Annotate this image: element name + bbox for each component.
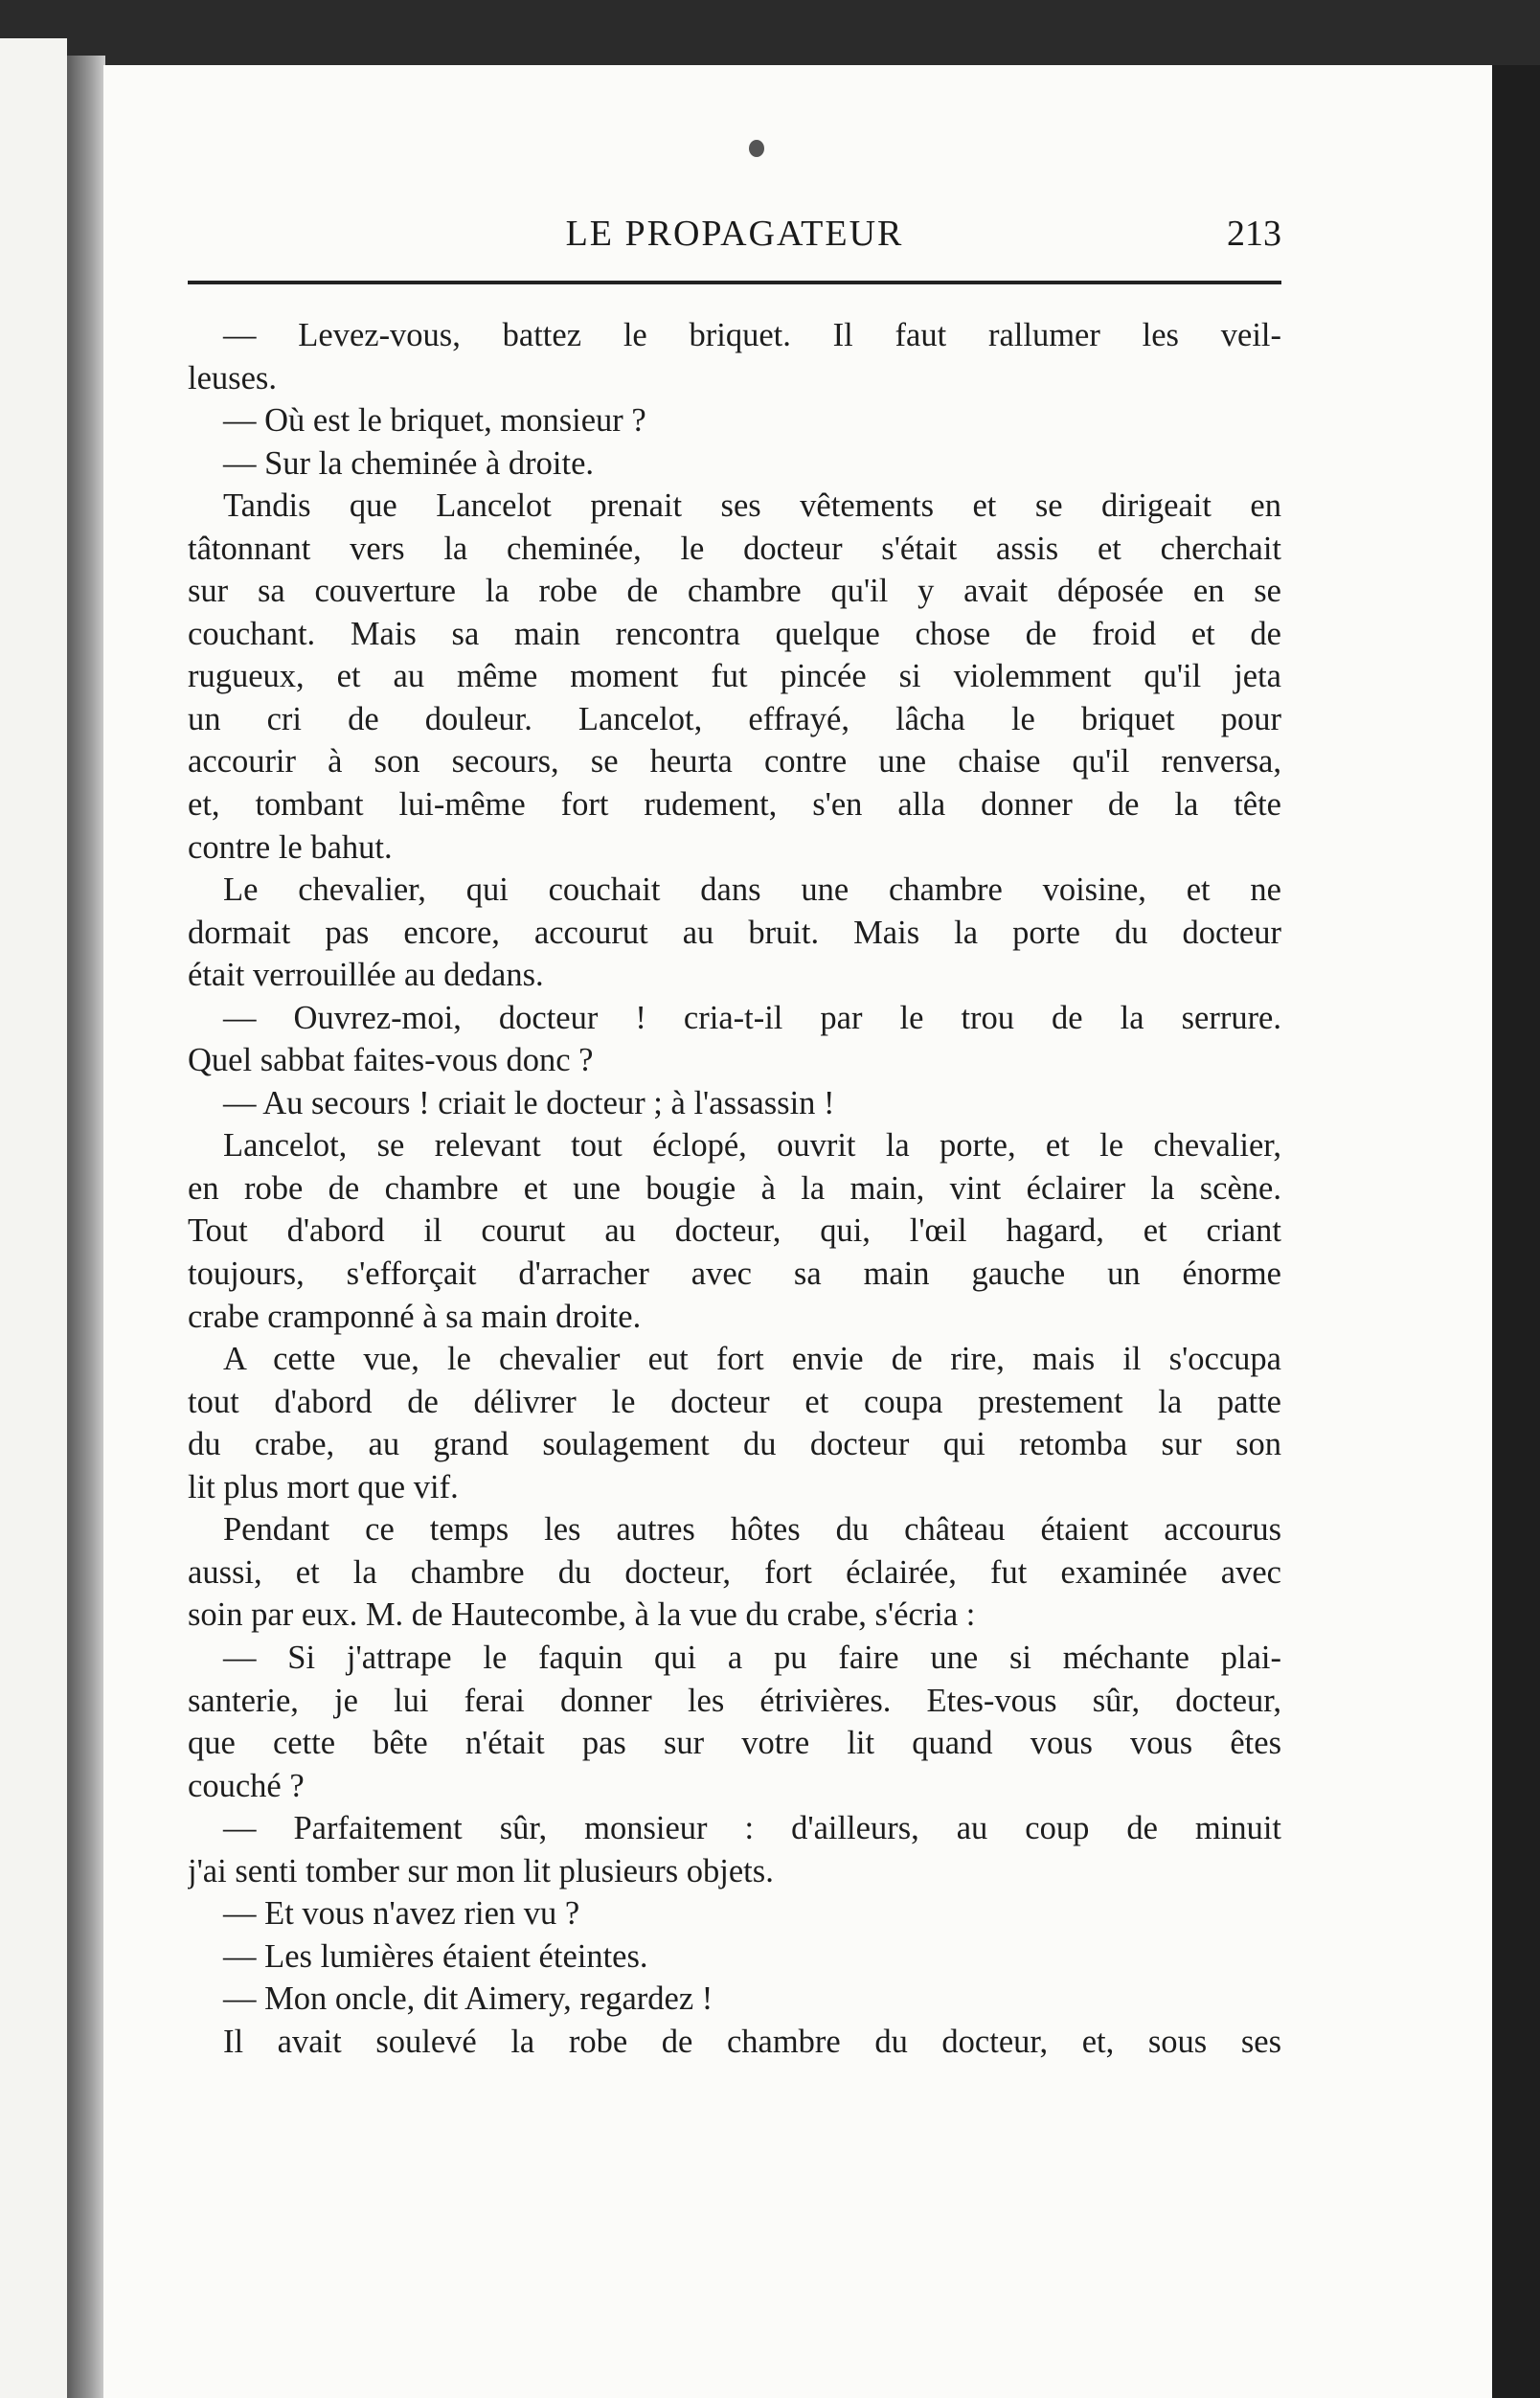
text-line: en robe de chambre et une bougie à la main, vint éclairer la scène. [188, 1169, 1281, 1207]
book-gutter [67, 56, 105, 2398]
page-edge-shadow [1492, 65, 1540, 2398]
text-line: couchant. Mais sa main rencontra quelque chose de froid et de [188, 615, 1281, 652]
text-line: — Sur la cheminée à droite. [223, 444, 595, 482]
text-line: tâtonnant vers la cheminée, le docteur s'était assis et cherchait [188, 530, 1281, 567]
text-line: du crabe, au grand soulagement du docteur qui retomba sur son [188, 1426, 1281, 1463]
text-line: — Parfaitement sûr, monsieur : d'ailleurs, au coup de minuit [223, 1810, 1281, 1847]
text-line: toujours, s'efforçait d'arracher avec sa main gauche un énorme [188, 1256, 1281, 1293]
text-line: — Et vous n'avez rien vu ? [223, 1895, 580, 1933]
text-line: lit plus mort que vif. [188, 1468, 459, 1505]
text-line: que cette bête n'était pas sur votre lit quand vous vous êtes [188, 1725, 1281, 1762]
text-line: leuses. [188, 359, 277, 396]
adjacent-page-edge [0, 38, 67, 2398]
text-line: A cette vue, le chevalier eut fort envie de rire, mais il s'occupa [223, 1341, 1281, 1378]
text-line: — Ouvrez-moi, docteur ! cria-t-il par le trou de la serrure. [223, 999, 1281, 1036]
body-text [188, 314, 1281, 2063]
running-head-title: LE PROPAGATEUR [565, 214, 904, 254]
text-line: dormait pas encore, accourut au bruit. Mais la porte du docteur [188, 914, 1281, 951]
running-head [188, 213, 1281, 260]
page-number: 213 [1227, 214, 1281, 254]
text-line: — Au secours ! criait le docteur ; à l'assassin ! [223, 1084, 835, 1121]
text-line: était verrouillée au dedans. [188, 957, 544, 994]
text-line: crabe cramponné à sa main droite. [188, 1298, 642, 1335]
text-line: j'ai senti tomber sur mon lit plusieurs objets. [188, 1852, 774, 1889]
text-line: couché ? [188, 1767, 305, 1804]
text-line: Pendant ce temps les autres hôtes du château étaient accourus [223, 1511, 1281, 1549]
text-line: rugueux, et au même moment fut pincée si violemment qu'il jeta [188, 658, 1281, 695]
text-line: sur sa couverture la robe de chambre qu'il y avait déposée en se [188, 573, 1281, 610]
text-line: Le chevalier, qui couchait dans une chambre voisine, et ne [223, 871, 1281, 909]
text-line: aussi, et la chambre du docteur, fort éclairée, fut examinée avec [188, 1553, 1281, 1591]
text-line: — Où est le briquet, monsieur ? [223, 402, 646, 440]
text-line: soin par eux. M. de Hautecombe, à la vue du crabe, s'écria : [188, 1596, 976, 1634]
ink-spot [749, 140, 764, 157]
text-line: — Mon oncle, dit Aimery, regardez ! [223, 1980, 713, 2018]
text-line: Il avait soulevé la robe de chambre du docteur, et, sous ses [223, 2023, 1281, 2060]
text-line: — Levez-vous, battez le briquet. Il faut rallumer les veil- [223, 317, 1281, 353]
text-line: Tout d'abord il courut au docteur, qui, l'œil hagard, et criant [188, 1212, 1281, 1250]
text-line: accourir à son secours, se heurta contre une chaise qu'il renversa, [188, 743, 1281, 780]
text-line: — Les lumières étaient éteintes. [223, 1937, 648, 1975]
text-line: Tandis que Lancelot prenait ses vêtements et se dirigeait en [223, 487, 1281, 525]
text-line: tout d'abord de délivrer le docteur et coupa prestement la patte [188, 1383, 1281, 1420]
text-line: et, tombant lui-même fort rudement, s'en alla donner de la tête [188, 786, 1281, 824]
text-line: Quel sabbat faites-vous donc ? [188, 1042, 594, 1079]
text-line: Lancelot, se relevant tout éclopé, ouvrit la porte, et le chevalier, [223, 1127, 1281, 1165]
text-line: santerie, je lui ferai donner les étrivières. Etes-vous sûr, docteur, [188, 1682, 1281, 1719]
header-rule [188, 281, 1281, 284]
text-line: — Si j'attrape le faquin qui a pu faire une si méchante plai- [223, 1639, 1281, 1676]
text-line: contre le bahut. [188, 828, 393, 866]
text-line: un cri de douleur. Lancelot, effrayé, lâcha le briquet pour [188, 700, 1281, 737]
